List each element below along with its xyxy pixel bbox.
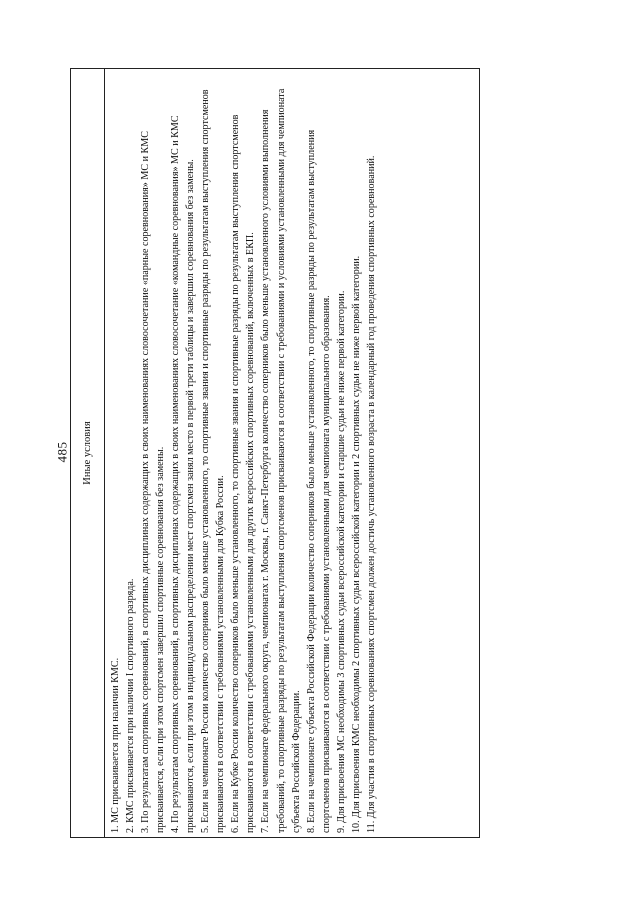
condition-item-1: 1. МС присваивается при наличии КМС.: [110, 657, 121, 833]
page-number: 485: [54, 441, 70, 463]
conditions-table-rotated: [70, 68, 480, 838]
condition-item-6: 6. Если на Кубке России количество соперников было меньше установленного, то спортивные звания и спортивные разряды по результатам выступления спортсменов присваиваются в соответствии с требованиями установленными для других всероссийских спортивных соревнований, включенных в ЕКП.: [230, 114, 257, 833]
condition-item-9: 9. Для присвоения МС необходимы 3 спортивных судьи всероссийской категории и старшие судьи не ниже первой категории.: [335, 290, 347, 833]
condition-item-5: 5. Если на чемпионате России количество соперников было меньше установленного, то спортивные звания и спортивные разряды по результатам выступления спортсменов присваиваются в соответствии с требованиями установленными для Кубка России.: [200, 89, 227, 833]
condition-item-2: 2. КМС присваивается при наличии I спортивного разряда.: [125, 578, 137, 833]
conditions-cell: [105, 69, 479, 837]
row-label: Иные условия: [82, 421, 93, 485]
condition-item-10: 10. Для присвоения КМС необходимы 2 спортивных судьи всероссийской категории и 2 спортивных судьи не ниже первой категории.: [350, 255, 362, 833]
condition-item-7: 7. Если на чемпионате федерального округа, чемпионатах г. Москвы, г. Санкт-Петербурга количество соперников было меньше установленного условиями выполнения требований, то спортивные разряды по результатам выступления спортсменов присваиваются в соответствии с требованиями и условиями установленными для чемпионата субъекта Российской Федерации.: [260, 88, 302, 833]
condition-item-11: 11. Для участия в спортивных соревнованиях спортсмен должен достичь установленного возраста в календарный год проведения спортивных соревнований.: [365, 155, 377, 833]
condition-item-3: 3. По результатам спортивных соревнований, в спортивных дисциплинах содержащих в своих наименованиях словосочетание «парные соревнования» МС и КМС присваивается, если при этом спортсмен завершил спортивные соревнования без замены.: [140, 131, 167, 833]
condition-item-4: 4. По результатам спортивных соревнований, в спортивных дисциплинах содержащих в своих наименованиях словосочетание «командные соревнования» МС и КМС присваиваются, если при этом в индивидуальном распределении мест спортсмен занял место в первой трети таблицы и завершил соревнования без замены.: [170, 115, 197, 833]
condition-item-8: 8. Если на чемпионате субъекта Российской Федерации количество соперников было меньше установленного, то спортивные разряды по результатам выступления спортсменов присваиваются в соответствии с требованиями установленными для чемпионата муниципального образования.: [305, 129, 332, 833]
conditions-table: [70, 68, 480, 838]
row-label-cell: [71, 69, 105, 837]
